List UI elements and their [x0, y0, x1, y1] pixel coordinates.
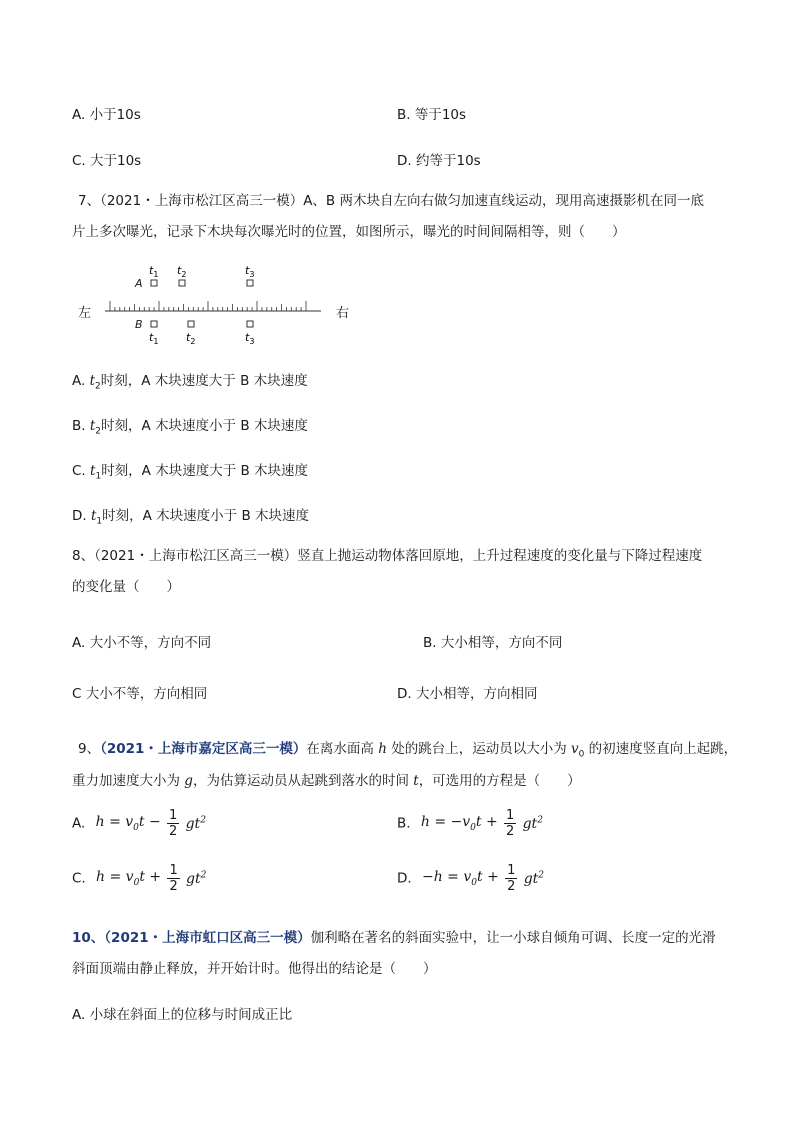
q6-option-a: A. 小于10s — [72, 107, 141, 123]
q7-stem-line2: 片上多次曝光，记录下木块每次曝光时的位置，如图所示，曝光的时间间隔相等，则（ ） — [72, 224, 626, 240]
q10-option-a: A. 小球在斜面上的位移与时间成正比 — [72, 1007, 293, 1023]
q6-option-c: C. 大于10s — [72, 153, 142, 169]
figure-right-label: 右 — [336, 306, 350, 321]
q8-stem-line1: 8、（2021・上海市松江区高三一模）竖直上抛运动物体落回原地，上升过程速度的变化量与下降过程速度 — [72, 548, 703, 564]
q7-motion-figure — [70, 260, 360, 348]
q9-option-d: D. $-h = v_0t$ + $\frac{1}{2}$ $gt^2$ — [397, 863, 545, 894]
q8-option-d: D. 大小相等，方向相同 — [397, 686, 538, 702]
figure-ticks — [110, 301, 306, 311]
figure-bottom-t2: $t_2$ — [186, 331, 196, 346]
figure-left-label: 左 — [78, 306, 92, 321]
q8-option-a: A. 大小不等，方向不同 — [72, 635, 212, 651]
q9-stem-line1: 9、（2021・上海市嘉定区高三一模）在离水面高 h 处的跳台上，运动员以大小为 $v_0$ 的初速度竖直向上起跳， — [78, 741, 738, 760]
figure-top-t2: $t_2$ — [177, 264, 187, 279]
q8-option-b: B. 大小相等，方向不同 — [423, 635, 563, 651]
q6-option-d: D. 约等于10s — [397, 153, 481, 169]
figure-top-t3: $t_3$ — [245, 264, 255, 279]
q7-option-b: B. $t_2$时刻，A 木块速度小于 B 木块速度 — [72, 418, 308, 437]
q9-option-b: B. $h = -v_0t$ + $\frac{1}{2}$ $gt^2$ — [397, 808, 543, 839]
figure-bottom-t3: $t_3$ — [245, 331, 255, 346]
figure-b-block-1 — [151, 321, 157, 327]
q9-option-a: A. $h = v_0t$ − $\frac{1}{2}$ $gt^2$ — [72, 808, 206, 839]
figure-b-block-2 — [188, 321, 194, 327]
q7-option-a: A. $t_2$时刻，A 木块速度大于 B 木块速度 — [72, 373, 308, 392]
q7-option-d: D. $t_1$时刻，A 木块速度小于 B 木块速度 — [72, 508, 310, 527]
q7-stem-line1: 7、（2021・上海市松江区高三一模）A、B 两木块自左向右做匀加速直线运动，现用高速摄影机在同一底 — [78, 193, 704, 209]
q10-stem-line2: 斜面顶端由静止释放，并开始计时。他得出的结论是（ ） — [72, 961, 437, 977]
figure-b-block-3 — [247, 321, 253, 327]
figure-a-block-2 — [179, 280, 185, 286]
q7-option-c: C. $t_1$时刻，A 木块速度大于 B 木块速度 — [72, 463, 309, 482]
q8-option-c: C 大小不等，方向相同 — [72, 686, 208, 702]
q8-stem-line2: 的变化量（ ） — [72, 579, 180, 595]
figure-b-label: B — [135, 318, 143, 331]
q9-stem-line2: 重力加速度大小为 g，为估算运动员从起跳到落水的时间 t，可选用的方程是（ ） — [72, 773, 581, 789]
figure-a-label: A — [135, 277, 143, 290]
figure-bottom-t1: $t_1$ — [149, 331, 159, 346]
figure-a-block-3 — [247, 280, 253, 286]
q6-option-b: B. 等于10s — [397, 107, 467, 123]
q10-stem-line1: 10、（2021・上海市虹口区高三一模）伽利略在著名的斜面实验中，让一小球自倾角可调、长度一定的光滑 — [72, 930, 716, 946]
figure-a-block-1 — [151, 280, 157, 286]
figure-top-t1: $t_1$ — [149, 264, 159, 279]
q9-option-c: C. $h = v_0t$ + $\frac{1}{2}$ $gt^2$ — [72, 863, 207, 894]
